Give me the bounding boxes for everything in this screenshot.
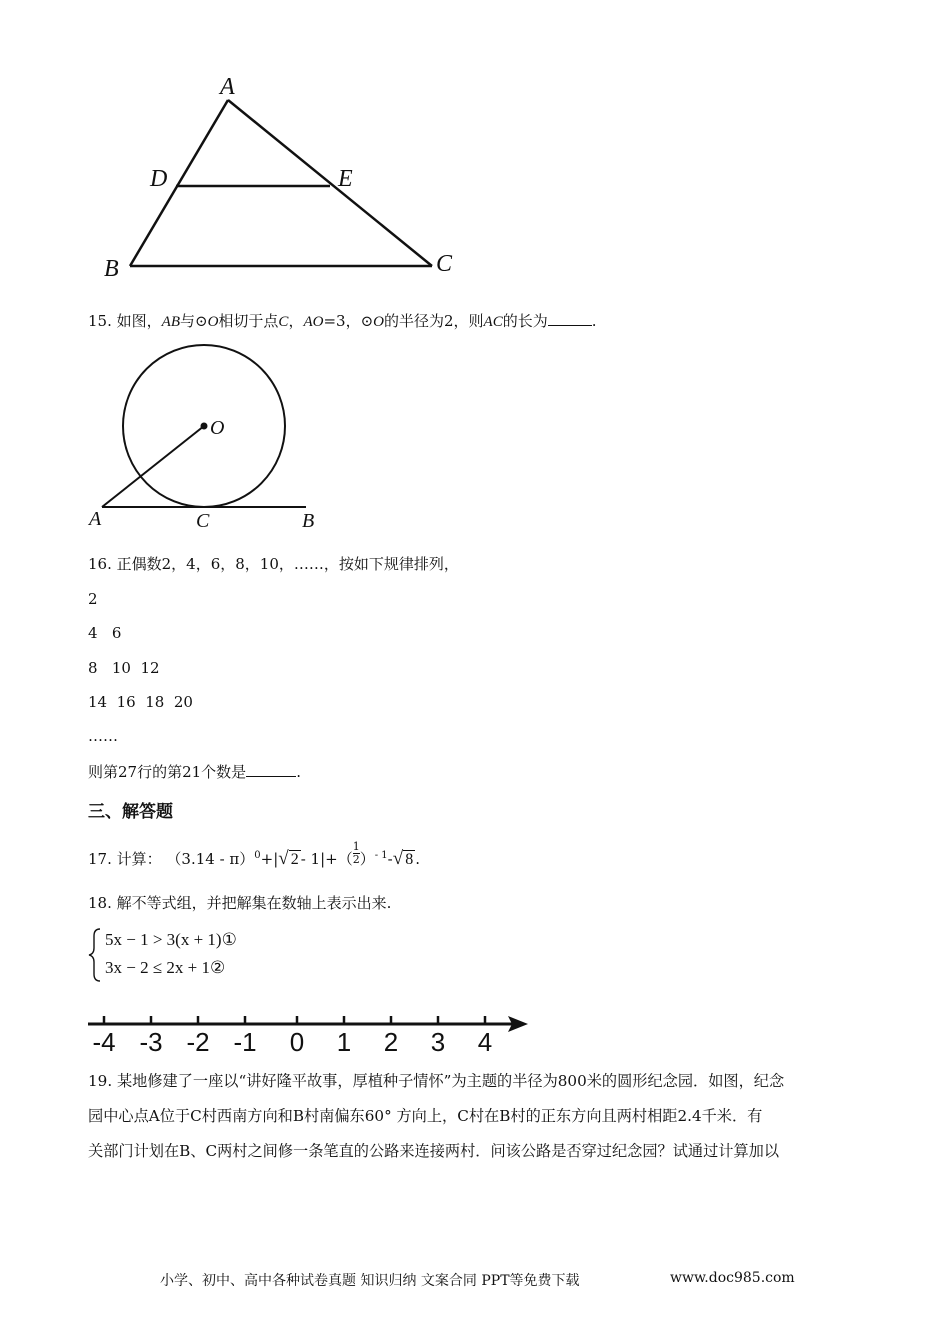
tick-label: 4 (477, 1027, 493, 1057)
tick-label: -4 (92, 1027, 116, 1057)
tick-label: -2 (186, 1027, 210, 1057)
sqrt-sign-icon: √ (392, 848, 404, 869)
footer-text: 小学、初中、高中各种试卷真题 知识归纳 文案合同 PPT等免费下载 (160, 1273, 580, 1289)
fraction: $\frac{1}{2}$ (352, 839, 360, 866)
point-b-label: B (104, 256, 119, 282)
row-4: 14 16 18 20 (88, 693, 193, 711)
point-d-label: D (150, 166, 168, 192)
tick-label: 1 (336, 1027, 352, 1057)
question-19-line-1: 19. 某地修建了一座以“讲好隆平故事，厚植种子情怀”为主题的半径为800米的圆形纪念园．如图，纪念 (88, 1072, 785, 1090)
question-16-stem: 16. 正偶数2，4，6，8，10，……，按如下规律排列， (88, 555, 459, 573)
point-o-label: O (210, 417, 225, 439)
tick-label: -3 (139, 1027, 163, 1057)
question-18-stem: 18. 解不等式组，并把解集在数轴上表示出来. (88, 894, 392, 912)
row-ellipsis: …… (88, 727, 118, 745)
point-c-label: C (196, 510, 210, 532)
tick-label: -1 (233, 1027, 257, 1057)
sqrt-sign-icon: √ (278, 848, 289, 869)
circle-figure (0, 340, 950, 540)
question-19-line-2: 园中心点A位于C村西南方向和B村南偏东60° 方向上，C村在B村的正东方向且两村相距2.4千米．有 (88, 1107, 763, 1125)
row-3: 8 10 12 (88, 659, 160, 677)
answer-blank (246, 762, 296, 777)
point-a-label: A (89, 508, 102, 530)
point-a-label: A (220, 74, 235, 100)
question-19-line-3: 关部门计划在B、C两村之间修一条笔直的公路来连接两村．问该公路是否穿过纪念园？试通过计算加以 (88, 1142, 780, 1160)
row-2: 4 6 (88, 624, 122, 642)
tick-label: 2 (383, 1027, 399, 1057)
tick-label: 3 (430, 1027, 446, 1057)
question-16-ask: 则第27行的第21个数是 . (88, 763, 301, 781)
question-17: 17. 计算： （3.14 - π）$^0$+|√ 2 - 1|+（ $\frac{1}{2}$ ）$^{- 1}$-√ 8 . (88, 839, 420, 869)
question-15: 15. 如图，AB与⊙O相切于点C，AO=3，⊙O的半径为2，则AC的长为 . (88, 312, 597, 330)
point-e-label: E (338, 166, 353, 192)
point-b-label: B (302, 510, 315, 532)
number-line (0, 1005, 950, 1065)
inequality-2: 3x − 2 ≤ 2x + 1② (105, 958, 226, 977)
footer-url[interactable]: www.doc985.com (670, 1270, 795, 1286)
brace-icon (86, 926, 106, 984)
point-c-label: C (436, 251, 453, 277)
inequality-1: 5x − 1 > 3(x + 1)① (105, 930, 237, 949)
triangle-figure (0, 0, 950, 300)
tick-label: 0 (289, 1027, 305, 1057)
row-1: 2 (88, 590, 98, 608)
answer-blank (548, 311, 592, 326)
section-title: 三、解答题 (88, 802, 173, 822)
